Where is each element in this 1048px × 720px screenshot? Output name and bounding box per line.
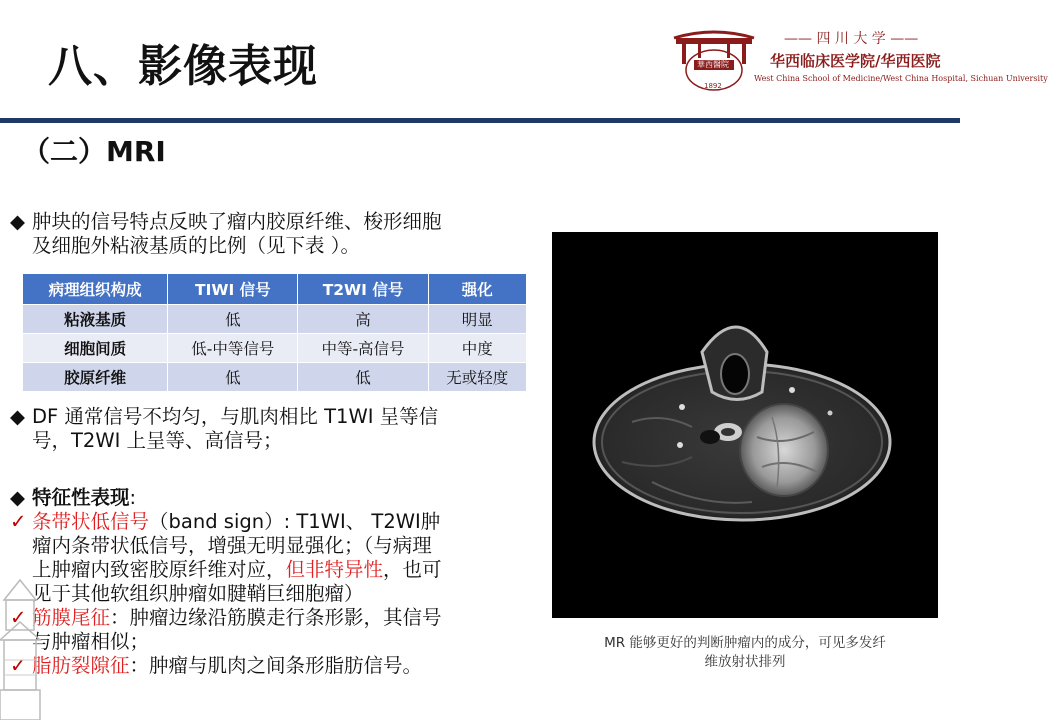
table-cell: 细胞间质	[23, 334, 168, 363]
table-row	[23, 305, 527, 334]
table-header-cell: 病理组织构成	[23, 274, 168, 305]
table-header-cell: TIWI 信号	[168, 274, 298, 305]
intro-paragraph	[10, 210, 540, 258]
seal-text: 華西醫院	[697, 60, 729, 69]
table-cell: 低	[298, 363, 428, 392]
checkmark-icon: ✓	[10, 510, 27, 533]
table-header-cell: 强化	[428, 274, 526, 305]
diamond-bullet-icon: ◆	[10, 405, 25, 428]
intro-line-2: 及细胞外粘液基质的比例（见下表 ）。	[32, 234, 360, 257]
logo-university-name: —— 四 川 大 学 ——	[784, 31, 919, 47]
page-title: 八、影像表现	[48, 41, 318, 92]
table-cell: 中等-高信号	[298, 334, 428, 363]
signal-table	[22, 273, 527, 392]
table-cell: 低-中等信号	[168, 334, 298, 363]
features-colon: :	[129, 486, 137, 509]
feature-text: ：肿瘤边缘沿筋膜走行条形影，其信号	[110, 606, 442, 629]
feature-text: 与肿瘤相似；	[32, 630, 150, 653]
feature-term: 脂肪裂隙征	[32, 654, 130, 677]
table-cell: 中度	[428, 334, 526, 363]
table-cell: 高	[298, 305, 428, 334]
table-cell: 粘液基质	[23, 305, 168, 334]
diamond-bullet-icon: ◆	[10, 486, 25, 509]
logo-english-name: West China School of Medicine/West China Hospital, Sichuan University	[754, 74, 1048, 83]
caption-line-1: MR 能够更好的判断肿瘤内的成分，可见多发纤	[604, 635, 886, 651]
header-divider	[0, 118, 960, 123]
feature-item-fascial-tail	[10, 606, 550, 654]
feature-term: 筋膜尾征	[32, 606, 111, 629]
table-cell: 无或轻度	[428, 363, 526, 392]
table-cell: 胶原纤维	[23, 363, 168, 392]
feature-text: 瘤内条带状低信号，增强无明显强化；（与病理	[32, 534, 432, 557]
checkmark-icon: ✓	[10, 654, 27, 677]
checkmark-icon: ✓	[10, 606, 27, 629]
feature-item-band-sign	[10, 510, 550, 606]
feature-text: 见于其他软组织肿瘤如腱鞘巨细胞瘤）	[32, 582, 364, 605]
features-list	[10, 486, 550, 678]
intro-line-1: 肿块的信号特点反映了瘤内胶原纤维、梭形细胞	[32, 210, 442, 233]
table-cell: 明显	[428, 305, 526, 334]
feature-text: 上肿瘤内致密胶原纤维对应，	[32, 558, 286, 581]
feature-text: ，也可	[383, 558, 442, 581]
table-header-row	[23, 274, 527, 305]
feature-text: ：肿瘤与肌肉之间条形脂肪信号。	[129, 654, 423, 677]
university-logo	[672, 22, 1048, 98]
building-sketch-icon	[0, 560, 40, 720]
seal-year: 1892	[704, 82, 722, 90]
section-subtitle: （二）MRI	[22, 135, 166, 168]
df-paragraph	[10, 405, 540, 453]
features-heading: 特征性表现	[32, 486, 130, 509]
caption-line-2: 维放射状排列	[704, 654, 786, 670]
logo-hospital-name: 华西临床医学院/华西医院	[770, 52, 941, 70]
diamond-bullet-icon: ◆	[10, 210, 25, 233]
table-cell: 低	[168, 305, 298, 334]
table-row	[23, 334, 527, 363]
mri-axial-image	[552, 232, 938, 618]
feature-item-fat-split	[10, 654, 550, 678]
table-row	[23, 363, 527, 392]
feature-text: （band sign）: T1WI、 T2WI肿	[149, 510, 441, 533]
mri-scan-graphic	[552, 232, 938, 618]
table-cell: 低	[168, 363, 298, 392]
figure-caption	[552, 634, 938, 672]
table-header-cell: T2WI 信号	[298, 274, 428, 305]
feature-term: 条带状低信号	[32, 510, 150, 533]
feature-highlight: 但非特异性	[285, 558, 384, 581]
df-line-1: DF 通常信号不均匀，与肌肉相比 T1WI 呈等信	[32, 405, 439, 428]
df-line-2: 号，T2WI 上呈等、高信号；	[32, 429, 283, 452]
